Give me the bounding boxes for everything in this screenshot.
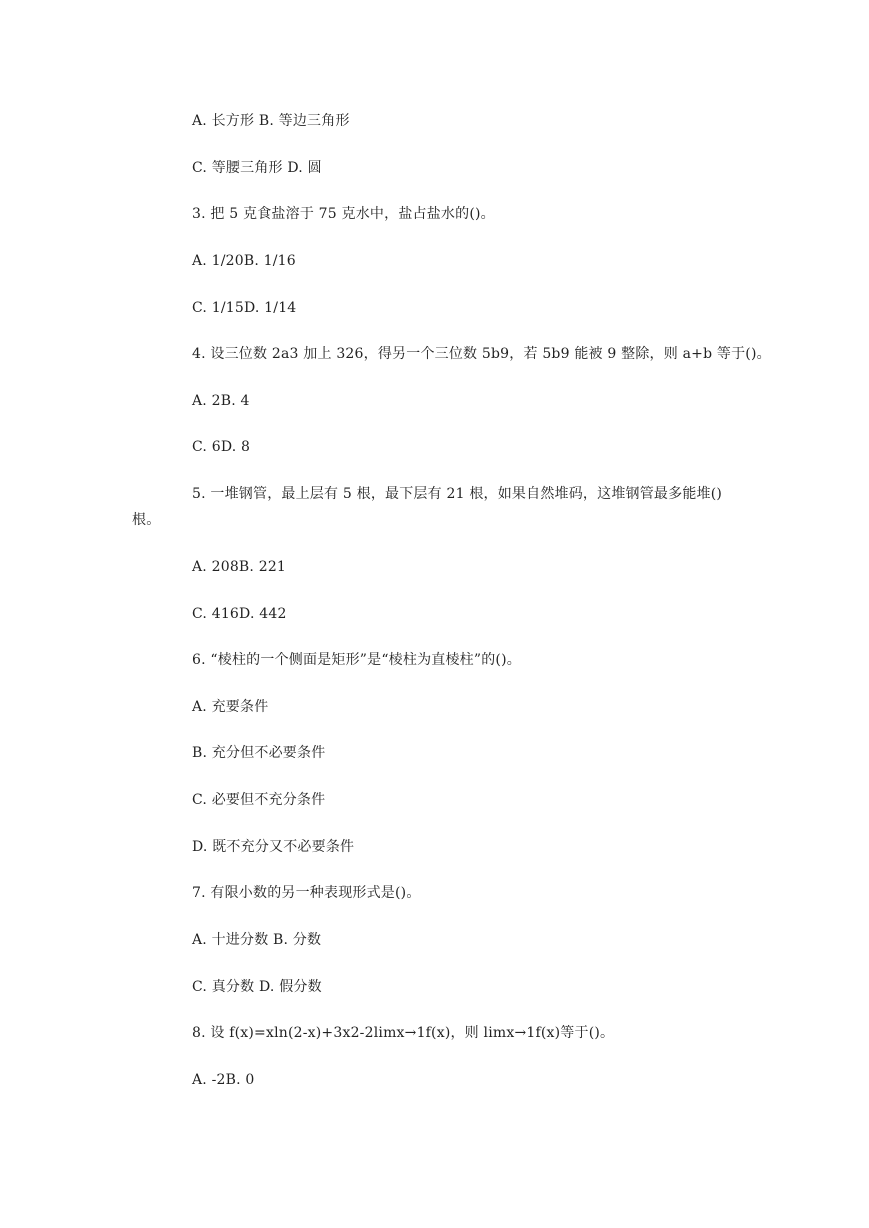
option-line: C. 6D. 8 <box>192 439 251 455</box>
option-line: A. 长方形 B. 等边三角形 <box>192 113 350 129</box>
option-line: A. -2B. 0 <box>192 1072 255 1088</box>
option-line: C. 真分数 D. 假分数 <box>192 979 322 995</box>
option-line: A. 1/20B. 1/16 <box>192 253 296 269</box>
option-line: A. 十进分数 B. 分数 <box>192 932 322 948</box>
option-line: C. 1/15D. 1/14 <box>192 300 297 316</box>
question-line: 6. “棱柱的一个侧面是矩形”是“棱柱为直棱柱”的()。 <box>192 652 521 668</box>
option-line: A. 2B. 4 <box>192 393 250 409</box>
option-line: B. 充分但不必要条件 <box>192 745 326 761</box>
option-line: C. 416D. 442 <box>192 606 287 622</box>
question-line: 4. 设三位数 2a3 加上 326，得另一个三位数 5b9，若 5b9 能被 9 整除，则 a+b 等于()。 <box>192 346 771 362</box>
question-line: 7. 有限小数的另一种表现形式是()。 <box>192 885 421 901</box>
question-line: 3. 把 5 克食盐溶于 75 克水中，盐占盐水的()。 <box>192 206 495 222</box>
option-line: C. 等腰三角形 D. 圆 <box>192 160 322 176</box>
option-line: C. 必要但不充分条件 <box>192 792 326 808</box>
option-line: A. 充要条件 <box>192 699 269 715</box>
question-line: 5. 一堆钢管，最上层有 5 根，最下层有 21 根，如果自然堆码，这堆钢管最多能堆() <box>192 486 723 502</box>
option-line: A. 208B. 221 <box>192 559 287 575</box>
question-line: 8. 设 f(x)=xln(2-x)+3x2-2limx→1f(x)，则 limx→1f(x)等于()。 <box>192 1025 615 1041</box>
option-line: D. 既不充分又不必要条件 <box>192 839 355 855</box>
question-line-continuation: 根。 <box>132 512 161 528</box>
